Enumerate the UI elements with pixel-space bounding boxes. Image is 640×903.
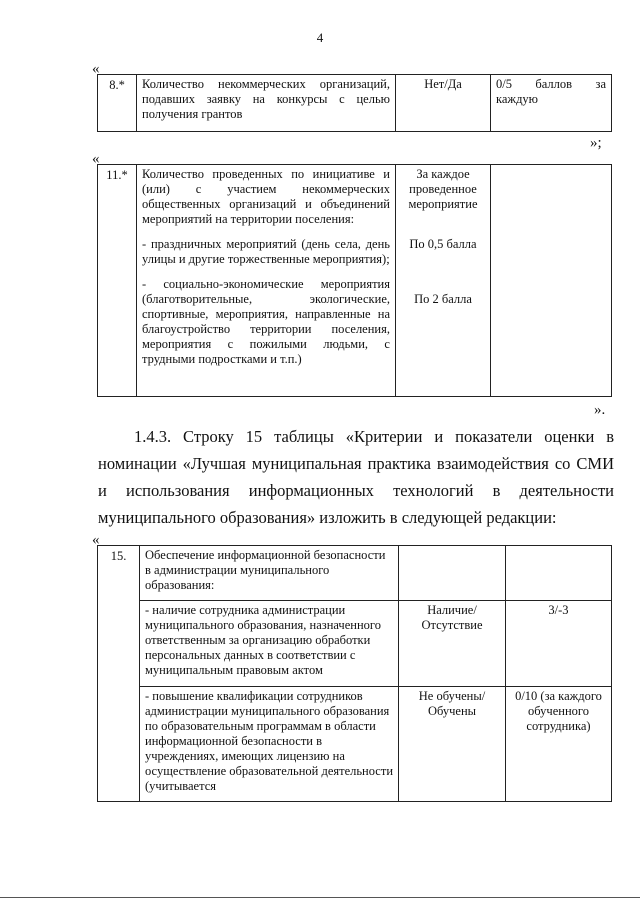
score-cell: 0/5 баллов за каждую xyxy=(491,75,612,132)
page-bottom-edge xyxy=(0,897,640,898)
unit-socioeconomic: По 2 балла xyxy=(414,292,472,306)
paragraph-text: 1.4.3. Строку 15 таблицы «Критерии и показатели оценки в номинации «Лучшая муниципальная практика взаимодействия со СМИ и использования информационных технологий в деятельности муниципального образования» изложить в следующей редакции: xyxy=(98,427,614,527)
paragraph-1-4-3 xyxy=(98,423,614,531)
unit-holidays: По 0,5 балла xyxy=(409,237,477,251)
score-cell xyxy=(491,165,612,397)
unit-intro: За каждое проведенное мероприятие xyxy=(408,167,478,211)
score-training: 0/10 (за каждого обученного сотрудника) xyxy=(506,687,612,802)
table-row-8 xyxy=(97,74,612,132)
unit-cell: Нет/Да xyxy=(396,75,491,132)
row-number: 8.* xyxy=(98,75,137,132)
criterion-item-responsible: - наличие сотрудника администрации муниципального образования, назначенного ответственным за организацию обработки персональных данных в соответствии с муниципальным правовым актом xyxy=(140,601,399,687)
open-quote-1: « xyxy=(92,61,100,77)
criterion-item-holidays: - праздничных мероприятий (день села, день улицы и другие торжественные мероприятия); xyxy=(142,237,390,266)
open-quote-3: « xyxy=(92,532,100,548)
close-quote-1: »; xyxy=(590,135,602,151)
page-number: 4 xyxy=(316,30,324,45)
close-quote-2: ». xyxy=(594,402,606,418)
table-row-11 xyxy=(97,164,612,397)
row-number: 15. xyxy=(98,546,140,802)
criterion-intro: Количество проведенных по инициативе и (или) с участием некоммерческих общественных организаций и объединений мероприятий на территории поселения: xyxy=(142,167,390,226)
row-number: 11.* xyxy=(98,165,137,397)
criterion-title: Обеспечение информационной безопасности в администрации муниципального образования: xyxy=(140,546,399,601)
open-quote-2: « xyxy=(92,151,100,167)
unit-training: Не обучены/ Обучены xyxy=(399,687,506,802)
unit-responsible: Наличие/ Отсутствие xyxy=(399,601,506,687)
table-row-15 xyxy=(97,545,612,802)
score-responsible: 3/-3 xyxy=(506,601,612,687)
criterion-text: Количество некоммерческих организаций, подавших заявку на конкурсы с целью получения грантов xyxy=(137,75,396,132)
criterion-item-training: - повышение квалификации сотрудников администрации муниципального образования по образовательным программам в области информационной безопасности в учреждениях, имеющих лицензию на осуществление образовательной деятельности (учитывается xyxy=(140,687,399,802)
unit-cell xyxy=(396,165,491,397)
criterion-item-socioeconomic: - социально-экономические мероприятия (благотворительные, экологические, спортивные, мероприятия, направленные на благоустройство территории поселения, мероприятия с пожилыми людьми, с трудными подростками и т.п.) xyxy=(142,277,390,366)
criterion-cell xyxy=(137,165,396,397)
